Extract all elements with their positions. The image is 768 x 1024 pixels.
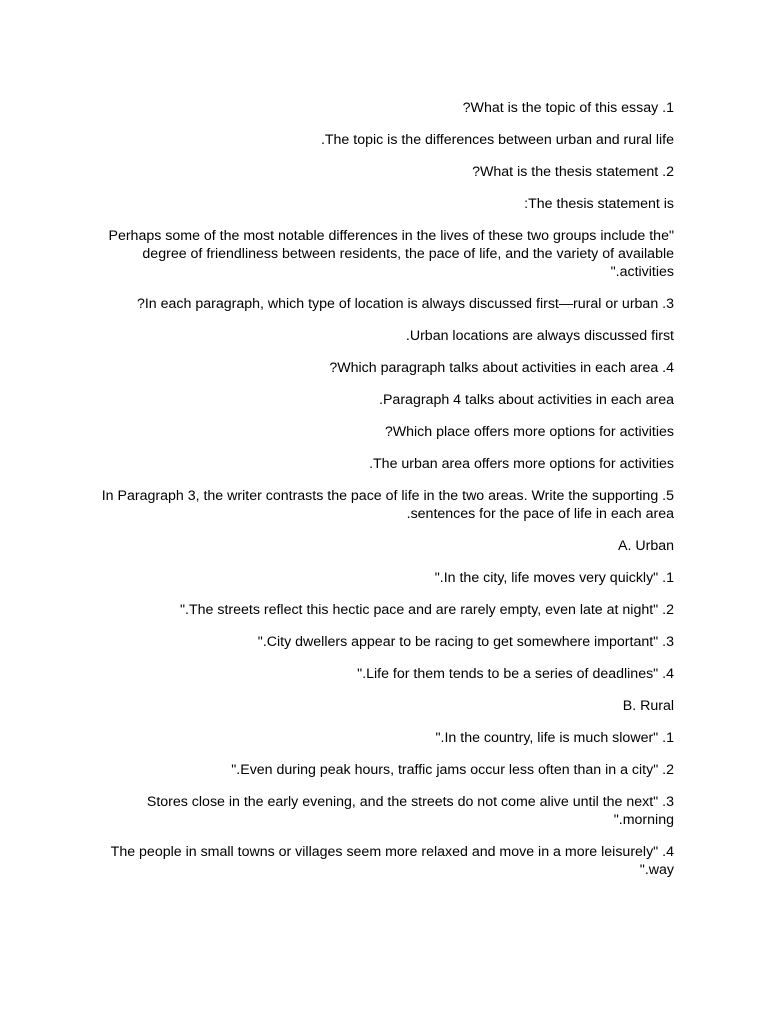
urban-heading: A. Urban xyxy=(618,538,674,554)
rural-sentence-2: ".Even during peak hours, traffic jams occur less often than in a city" .2 xyxy=(231,762,674,778)
thesis-quote-line-1: Perhaps some of the most notable differences in the lives of these two groups include the" xyxy=(108,228,674,244)
question-3: ?In each paragraph, which type of location is always discussed first—rural or urban .3 xyxy=(136,296,674,312)
rural-sentence-3 xyxy=(96,793,674,829)
answer-4: .Paragraph 4 talks about activities in each area xyxy=(379,392,674,408)
rural-sentence-3-line-1: Stores close in the early evening, and the streets do not come alive until the next" .3 xyxy=(146,794,674,810)
question-5-line-2: .sentences for the pace of life in each area xyxy=(406,506,674,522)
thesis-quote-line-3: ".activities xyxy=(610,264,674,280)
rural-sentence-4 xyxy=(96,843,674,879)
rural-sentence-1: ".In the country, life is much slower" .1 xyxy=(435,730,674,746)
rural-sentence-4-line-1: The people in small towns or villages seem more relaxed and move in a more leisurely" .4 xyxy=(110,844,674,860)
thesis-quote-line-2: degree of friendliness between residents, the pace of life, and the variety of available xyxy=(142,246,674,262)
answer-4b: .The urban area offers more options for activities xyxy=(369,456,674,472)
urban-sentence-2: ".The streets reflect this hectic pace and are rarely empty, even late at night" .2 xyxy=(179,602,674,618)
question-2: ?What is the thesis statement .2 xyxy=(472,164,674,180)
thesis-quote xyxy=(96,227,674,281)
question-4: ?Which paragraph talks about activities in each area .4 xyxy=(329,360,674,376)
urban-sentence-4: ".Life for them tends to be a series of deadlines" .4 xyxy=(357,666,674,682)
urban-sentence-1: ".In the city, life moves very quickly" .1 xyxy=(434,570,674,586)
rural-heading: B. Rural xyxy=(622,698,674,714)
question-5-line-1: In Paragraph 3, the writer contrasts the pace of life in the two areas. Write the supporting .5 xyxy=(101,488,674,504)
question-4b: ?Which place offers more options for activities xyxy=(384,424,674,440)
rural-sentence-3-line-2: ".morning xyxy=(613,812,674,828)
document-page xyxy=(96,99,674,893)
question-5 xyxy=(96,487,674,523)
answer-1: .The topic is the differences between urban and rural life xyxy=(320,132,674,148)
question-1: ?What is the topic of this essay .1 xyxy=(462,100,674,116)
rural-sentence-4-line-2: ".way xyxy=(639,862,674,878)
answer-2-intro: :The thesis statement is xyxy=(524,196,674,212)
answer-3: .Urban locations are always discussed first xyxy=(405,328,674,344)
urban-sentence-3: ".City dwellers appear to be racing to get somewhere important" .3 xyxy=(257,634,674,650)
